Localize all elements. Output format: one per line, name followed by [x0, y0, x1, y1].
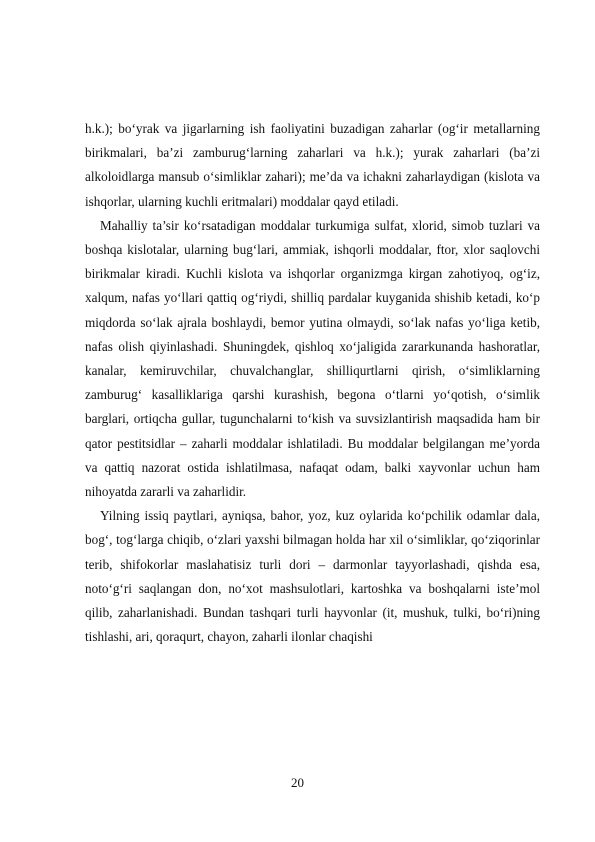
paragraph-continuation: h.k.); bo‘yrak va jigarlarning ish faoliyatini buzadigan zaharlar (og‘ir metallarning birikmalari, ba’zi zamburug‘larning zaharlari va h.k.); yurak zaharlari (ba’zi alkoloidlarga mansub o‘simliklar zahari); me’da va ichakni zaharlaydigan (kislota va ishqorlar, ularning kuchli eritmalari) moddalar qayd etiladi.	[85, 121, 540, 209]
body-text	[85, 117, 540, 649]
paragraph-seasonal-poisoning: Yilning issiq paytlari, ayniqsa, bahor, yoz, kuz oylarida ko‘pchilik odamlar dala, bog‘, tog‘larga chiqib, o‘zlari yaxshi bilmagan holda har xil o‘simliklar, qo‘ziqorinlar terib, shifokorlar maslahatisiz turli dori – darmonlar tayyorlashadi, qishda esa, noto‘g‘ri saqlangan don, no‘xot mashsulotlari, kartoshka va boshqalarni iste’mol qilib, zaharlanishadi. Bundan tashqari turli hayvonlar (it, mushuk, tulki, bo‘ri)ning tishlashi, ari, qoraqurt, chayon, zaharli ilonlar chaqishi	[85, 508, 540, 645]
paragraph-local-effect-substances: Mahalliy ta’sir ko‘rsatadigan moddalar turkumiga sulfat, xlorid, simob tuzlari va boshqa kislotalar, ularning bug‘lari, ammiak, ishqorli moddalar, ftor, xlor saqlovchi birikmalar kiradi. Kuchli kislota va ishqorlar organizmga kirgan zahotiyoq, og‘iz, xalqum, nafas yo‘llari qattiq og‘riydi, shilliq pardalar kuyganida shishib ketadi, ko‘p miqdorda so‘lak ajrala boshlaydi, bemor yutina olmaydi, so‘lak nafas yo‘liga ketib, nafas olish qiyinlashadi. Shuningdek, qishloq xo‘jaligida zararkunanda hashoratlar, kanalar, kemiruvchilar, chuvalchanglar, shilliqurtlarni qirish, o‘simliklarning zamburug‘ kasalliklariga qarshi kurashish, begona o‘tlarni yo‘qotish, o‘simlik barglari, ortiqcha gullar, tugunchalarni to‘kish va suvsizlantirish maqsadida ham bir qator pestitsidlar – zaharli moddalar ishlatiladi. Bu moddalar belgilangan me’yorda va qattiq nazorat ostida ishlatilmasa, nafaqat odam, balki xayvonlar uchun ham nihoyatda zararli va zaharlidir.	[85, 217, 540, 500]
page-number: 20	[291, 775, 304, 790]
